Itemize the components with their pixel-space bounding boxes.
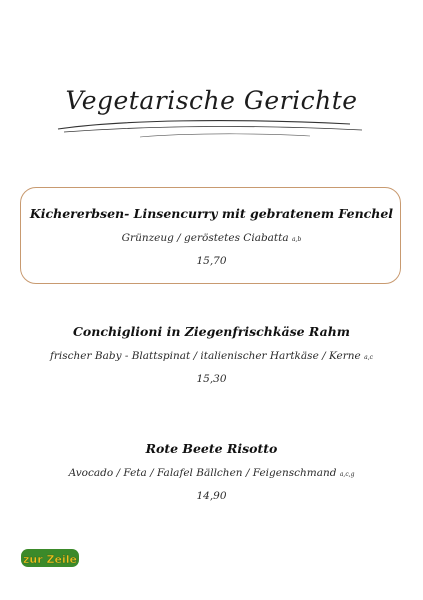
allergen-codes: a,c,g — [339, 471, 355, 478]
dish-name: Conchiglioni in Ziegenfrischkäse Rahm — [72, 324, 351, 339]
allergen-codes: a,c — [364, 354, 373, 361]
allergen-codes: a,b — [291, 236, 302, 243]
dish-price: 15,70 — [196, 255, 227, 267]
dish-item — [0, 206, 423, 267]
dish-item — [0, 441, 423, 502]
dish-description: Avocado / Feta / Falafel Bällchen / Feigenschmand a,c,g — [68, 467, 355, 479]
dish-item — [0, 324, 423, 385]
zur-zeile-logo — [20, 546, 80, 570]
title-underline-swash — [50, 112, 370, 142]
svg-text:zur Zeile: zur Zeile — [23, 553, 77, 566]
dish-description: frischer Baby - Blattspinat / italienischer Hartkäse / Kerne a,c — [50, 350, 373, 362]
dish-price: 15,30 — [196, 373, 227, 385]
dish-name: Rote Beete Risotto — [145, 441, 278, 456]
dish-name: Kichererbsen- Linsencurry mit gebratenem Fenchel — [29, 206, 394, 221]
dish-price: 14,90 — [196, 490, 227, 502]
dish-description: Grünzeug / geröstetes Ciabatta a,b — [121, 232, 302, 244]
page-title: Vegetarische Gerichte — [65, 86, 358, 115]
